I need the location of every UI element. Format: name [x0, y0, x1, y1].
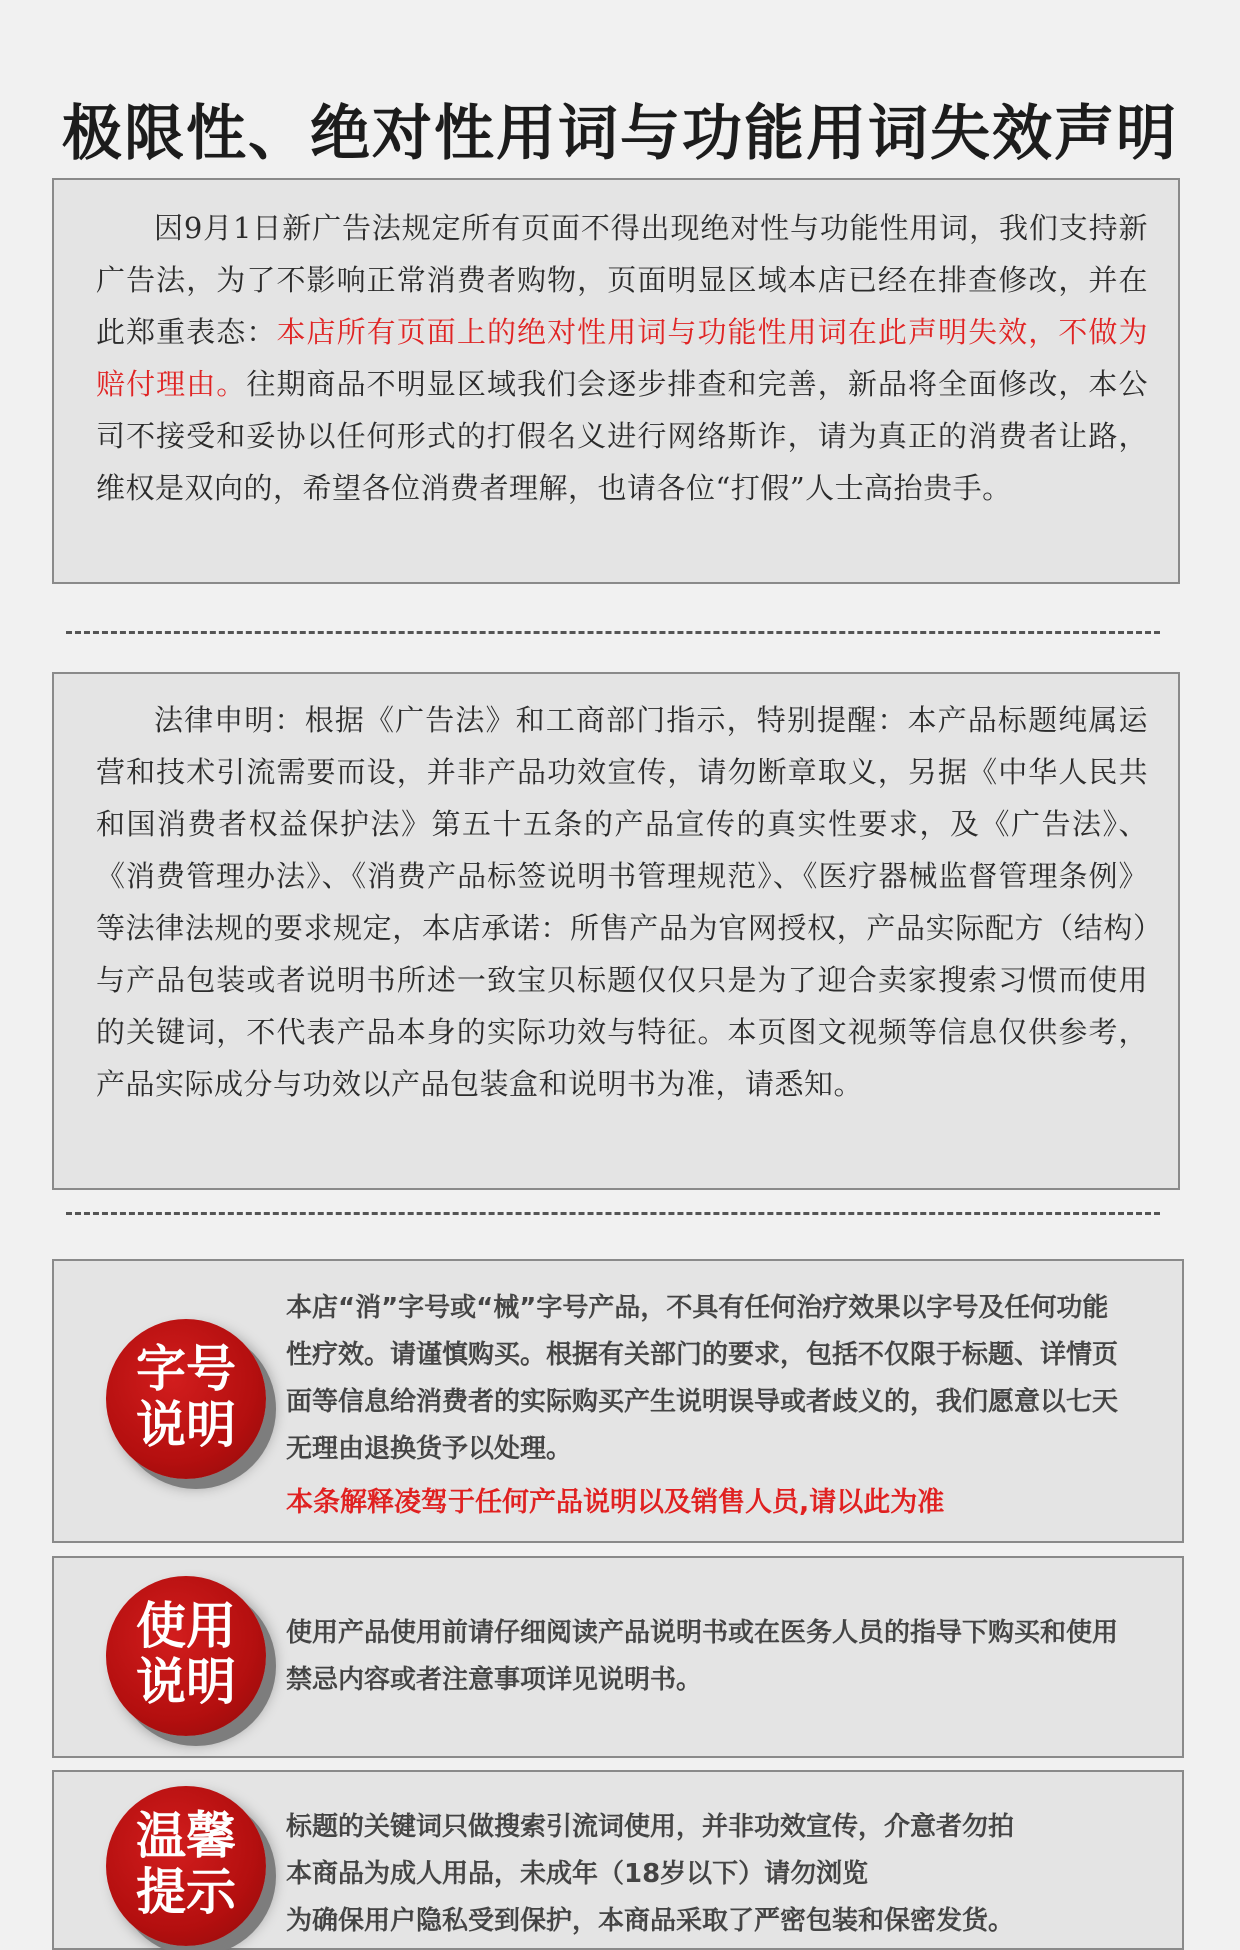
- trademark-note-highlight: 本条解释凌驾于任何产品说明以及销售人员,请以此为准: [286, 1487, 945, 1518]
- badge-label-line2: 说明: [136, 1653, 236, 1711]
- usage-note-box: [52, 1556, 1184, 1758]
- trademark-note-badge: [106, 1319, 266, 1479]
- notice-text-highlight: 本店所有页面上的绝对性用词与功能性用词在此声明失效，不做为赔付理由。: [96, 315, 1148, 401]
- usage-note-text: 使用产品使用前请仔细阅读产品说明书或在医务人员的指导下购买和使用禁忌内容或者注意事项详见说明书。: [286, 1618, 1119, 1695]
- usage-note-badge: [106, 1576, 266, 1736]
- notice-text-after: 往期商品不明显区域我们会逐步排查和完善，新品将全面修改，本公司不接受和妥协以任何形式的打假名义进行网络斯诈，请为真正的消费者让路，维权是双向的，希望各位消费者理解，也请各位“打假”人士高抬贵手。: [96, 367, 1148, 505]
- trademark-note-box: [52, 1259, 1184, 1543]
- badge-label-line2: 说明: [136, 1396, 236, 1454]
- trademark-note-content: [286, 1285, 1134, 1526]
- reminder-note-box: [52, 1770, 1184, 1950]
- badge-label-line2: 提示: [136, 1863, 236, 1921]
- reminder-line-1: 标题的关键词只做搜索引流词使用，并非功效宣传，介意者勿拍: [286, 1812, 1015, 1842]
- badge-label-line1: 使用: [136, 1597, 236, 1655]
- usage-note-content: [286, 1610, 1134, 1704]
- badge-label-line1: 温馨: [136, 1807, 236, 1865]
- dashed-divider: [66, 631, 1160, 634]
- reminder-line-2: 本商品为成人用品，未成年（18岁以下）请勿浏览: [286, 1859, 869, 1889]
- legal-statement-text: 法律申明：根据《广告法》和工商部门指示，特别提醒：本产品标题纯属运营和技术引流需要而设，并非产品功效宣传，请勿断章取义，另据《中华人民共和国消费者权益保护法》第五十五条的产品宣传的真实性要求，及《广告法》、《消费管理办法》、《消费产品标签说明书管理规范》、《医疗器械监督管理条例》等法律法规的要求规定，本店承诺：所售产品为官网授权，产品实际配方（结构）与产品包装或者说明书所述一致宝贝标题仅仅只是为了迎合卖家搜索习惯而使用的关键词，不代表产品本身的实际功效与特征。本页图文视频等信息仅供参考，产品实际成分与功效以产品包装盒和说明书为准，请悉知。: [96, 703, 1148, 1101]
- dashed-divider: [66, 1212, 1160, 1215]
- badge-label-line1: 字号: [136, 1340, 236, 1398]
- legal-statement-box: [52, 672, 1180, 1190]
- page-title: 极限性、绝对性用词与功能用词失效声明: [62, 99, 1178, 170]
- disclaimer-notice-box: [52, 178, 1180, 584]
- reminder-note-content: [286, 1804, 1134, 1945]
- reminder-line-3: 为确保用户隐私受到保护，本商品采取了严密包装和保密发货。: [286, 1906, 1015, 1936]
- trademark-note-text: 本店“消”字号或“械”字号产品，不具有任何治疗效果以字号及任何功能性疗效。请谨慎购买。根据有关部门的要求，包括不仅限于标题、详情页面等信息给消费者的实际购买产生说明误导或者歧义的，我们愿意以七天无理由退换货予以处理。: [286, 1293, 1119, 1464]
- notice-text-before: 因9月1日新广告法规定所有页面不得出现绝对性与功能性用词，我们支持新广告法，为了不影响正常消费者购物，页面明显区域本店已经在排查修改，并在此郑重表态：: [96, 211, 1148, 349]
- disclaimer-notice-text: [96, 202, 1148, 514]
- reminder-note-badge: [106, 1786, 266, 1946]
